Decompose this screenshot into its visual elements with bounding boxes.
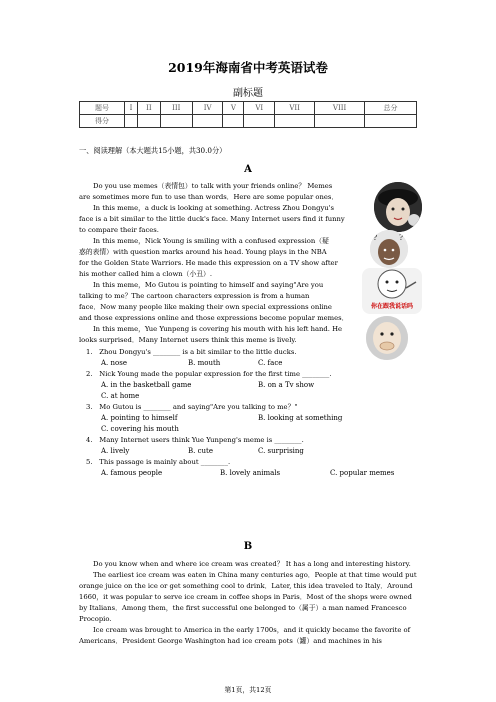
passage-b-line: by Italians．Among them，the first successful one belonged to（属于）a man named Francesco bbox=[79, 604, 407, 612]
question-option[interactable]: A. famous people bbox=[101, 469, 163, 477]
question-option[interactable]: B. lovely animals bbox=[220, 469, 281, 477]
score-header-cell: 总分 bbox=[364, 102, 416, 115]
meme-cartoon-pointing-icon bbox=[362, 268, 422, 304]
question-option[interactable]: A. in the basketball game bbox=[101, 381, 192, 389]
score-header-cell: II bbox=[138, 102, 161, 115]
passage-a-line: In this meme，Mo Gutou is pointing to himself and saying"Are you bbox=[93, 281, 324, 289]
passage-a-line: In this meme，a duck is looking at something. Actress Zhou Dongyu's bbox=[93, 204, 335, 212]
score-table-header-row bbox=[80, 102, 417, 115]
score-header-cell: IV bbox=[192, 102, 223, 115]
passage-b-line: 1660，it was popular to serve ice cream in coffee shops in Paris．Most of the shops were owned bbox=[79, 593, 412, 601]
page-footer: 第1页，共12页 bbox=[224, 686, 272, 694]
score-header-cell: I bbox=[125, 102, 138, 115]
score-cell[interactable] bbox=[192, 115, 223, 128]
passage-b-line: Do you know when and where ice cream was created？ It has a long and interesting history. bbox=[93, 560, 411, 568]
score-row-label: 得分 bbox=[80, 115, 125, 128]
meme-duck-actress-image bbox=[374, 182, 422, 232]
score-header-cell: VIII bbox=[315, 102, 365, 115]
meme-mo-gutou-image bbox=[362, 268, 422, 314]
question-option[interactable]: C. face bbox=[258, 359, 283, 367]
meme-yue-yunpeng-image bbox=[366, 316, 408, 360]
score-header-cell: III bbox=[160, 102, 192, 115]
meme-caption: 你在跟我说话吗 bbox=[370, 303, 413, 310]
question-stem: 5. This passage is mainly about ________. bbox=[86, 458, 231, 466]
question-option[interactable]: A. nose bbox=[101, 359, 127, 367]
score-cell[interactable] bbox=[315, 115, 365, 128]
passage-b-line: Americans．President George Washington had ice cream pots（罐）and machines in his bbox=[79, 637, 382, 645]
section-heading: 一、阅读理解（本大题共15小题，共30.0分） bbox=[79, 146, 227, 155]
passage-b-line: The earliest ice cream was eaten in China many centuries ago．People at that time would put bbox=[93, 571, 417, 579]
score-cell[interactable] bbox=[364, 115, 416, 128]
passage-a-line: Do you use memes（表情包）to talk with your friends online？ Memes bbox=[93, 182, 333, 190]
passage-a-line: 惑的表情）with question marks around his head. Young plays in the NBA bbox=[79, 248, 327, 256]
score-header-cell: VI bbox=[244, 102, 275, 115]
score-cell[interactable] bbox=[223, 115, 244, 128]
question-option[interactable]: C. at home bbox=[101, 392, 140, 400]
score-table-score-row bbox=[80, 115, 417, 128]
question-option[interactable]: B. cute bbox=[188, 447, 213, 455]
passage-a-line: and those expressions online and those expressions become popular memes． bbox=[79, 314, 349, 322]
question-option[interactable]: B. mouth bbox=[188, 359, 221, 367]
question-option[interactable]: B. looking at something bbox=[258, 414, 343, 422]
passage-a-line: his mother called him a clown（小丑）. bbox=[79, 270, 213, 278]
passage-b-line: Ice cream was brought to America in the early 1700s，and it quickly became the favorite of bbox=[93, 626, 411, 634]
passage-a-line: In this meme，Nick Young is smiling with a confused expression（疑 bbox=[93, 237, 329, 245]
passage-a-line: talking to me？The cartoon characters expression is from a human bbox=[79, 292, 310, 300]
score-cell[interactable] bbox=[244, 115, 275, 128]
question-stem: 2. Nick Young made the popular expression for the first time ________. bbox=[86, 370, 332, 378]
score-header-cell: VII bbox=[275, 102, 315, 115]
meme-nick-young-image bbox=[370, 230, 408, 268]
question-option[interactable]: A. pointing to himself bbox=[101, 414, 178, 422]
score-header-cell: 题号 bbox=[80, 102, 125, 115]
passage-a-line: face．Now many people like making their own special expressions online bbox=[79, 303, 332, 311]
passage-b-label: B bbox=[243, 541, 253, 552]
passage-a-label: A bbox=[244, 164, 252, 175]
passage-a-line: for the Golden State Warriors. He made this expression on a TV show after bbox=[79, 259, 338, 267]
question-stem: 3. Mo Gutou is ________ and saying"Are you talking to me？" bbox=[86, 403, 298, 411]
passage-a-line: In this meme，Yue Yunpeng is covering his mouth with his left hand. He bbox=[93, 325, 343, 333]
question-option[interactable]: C. covering his mouth bbox=[101, 425, 179, 433]
passage-b-line: Procopio. bbox=[79, 615, 112, 623]
score-cell[interactable] bbox=[125, 115, 138, 128]
page-title: 2019年海南省中考英语试卷 bbox=[168, 60, 328, 75]
question-option[interactable]: C. surprising bbox=[258, 447, 304, 455]
passage-a-line: face is a bit similar to the little duck's face. Many Internet users find it funny bbox=[79, 215, 345, 223]
score-cell[interactable] bbox=[160, 115, 192, 128]
question-stem: 1. Zhou Dongyu's ________ is a bit similar to the little ducks. bbox=[86, 348, 297, 356]
score-cell[interactable] bbox=[275, 115, 315, 128]
question-option[interactable]: A. lively bbox=[101, 447, 130, 455]
score-header-cell: V bbox=[223, 102, 244, 115]
svg-text:?: ? bbox=[399, 233, 404, 242]
passage-a-line: to compare their faces. bbox=[79, 226, 159, 234]
meme-confused-face-icon bbox=[370, 230, 408, 268]
meme-surprised-face-icon bbox=[366, 316, 408, 360]
svg-text:?: ? bbox=[373, 233, 378, 242]
question-stem: 4. Many Internet users think Yue Yunpeng's meme is ________. bbox=[86, 436, 304, 444]
score-table bbox=[79, 101, 417, 128]
page-subtitle: 副标题 bbox=[233, 88, 263, 99]
passage-a-line: are sometimes more fun to use than words．Here are some popular ones． bbox=[79, 193, 339, 201]
question-option[interactable]: C. popular memes bbox=[330, 469, 395, 477]
passage-b-line: orange juice on the ice or get something cool to drink．Later, this idea traveled to Italy．Around bbox=[79, 582, 413, 590]
passage-a-line: looks surprised．Many Internet users think this meme is lively. bbox=[79, 336, 297, 344]
score-cell[interactable] bbox=[138, 115, 161, 128]
question-option[interactable]: B. on a Tv show bbox=[258, 381, 315, 389]
meme-duck-actress-icon bbox=[374, 182, 422, 232]
